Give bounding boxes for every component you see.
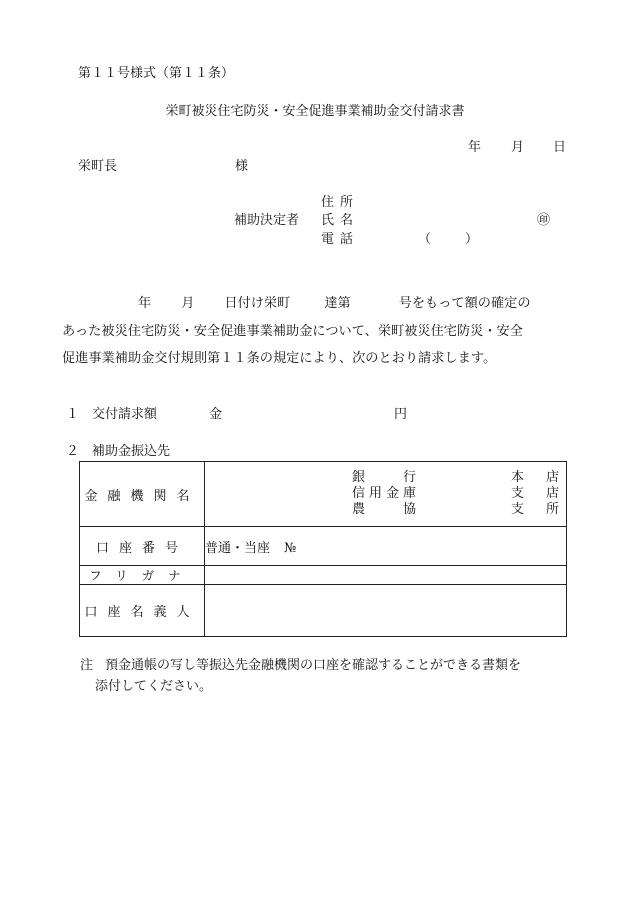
note-mark: 注 xyxy=(80,658,94,673)
table-row xyxy=(80,585,567,637)
body-day-text: 日付け栄町 xyxy=(224,296,291,311)
body-line-2: あった被災住宅防災・安全促進事業補助金について、栄町被災住宅防災・安全 xyxy=(62,323,523,339)
number-mark: № xyxy=(284,540,297,556)
account-number-cell[interactable] xyxy=(205,527,567,566)
account-holder-label: 口座名義人 xyxy=(80,585,205,637)
item1-number: １ xyxy=(66,407,80,422)
account-number-label: 口座番号 xyxy=(80,527,205,566)
branch-type-head: 本店 xyxy=(511,470,559,485)
form-number: 第１１号様式（第１１条） xyxy=(78,66,235,81)
phone-paren-close: ） xyxy=(465,232,479,247)
bank-type-bank: 銀行 xyxy=(352,470,416,485)
date-month-label: 月 xyxy=(511,140,525,155)
item1-label: 交付請求額 xyxy=(92,407,158,422)
institution-label: 金融機関名 xyxy=(80,462,205,527)
address-label: 住所 xyxy=(321,195,360,210)
account-type: 普通・当座 xyxy=(205,540,271,556)
item2-number: ２ xyxy=(66,444,80,459)
name-label: 氏名 xyxy=(321,213,360,228)
date-year-label: 年 xyxy=(468,140,482,155)
branch-type-branch: 支店 xyxy=(511,486,559,501)
bank-transfer-table xyxy=(79,461,567,637)
bank-type-agri-coop: 農協 xyxy=(352,502,416,517)
phone-label: 電話 xyxy=(321,232,360,247)
table-row xyxy=(80,566,567,585)
body-month: 月 xyxy=(181,296,195,311)
amount-suffix: 円 xyxy=(394,407,408,422)
addressee-name: 栄町長 xyxy=(78,159,118,174)
body-rest: 号をもって額の確定の xyxy=(398,296,531,311)
request-body-text xyxy=(62,290,572,373)
branch-type-office: 支所 xyxy=(511,502,559,517)
body-line-3: 促進事業補助金交付規則第１１条の規定により、次のとおり請求します。 xyxy=(62,351,497,366)
body-notice: 達第 xyxy=(324,296,351,311)
furigana-cell[interactable] xyxy=(205,566,567,585)
amount-prefix: 金 xyxy=(209,407,223,422)
note-line-2: 添付してください。 xyxy=(95,679,213,694)
bank-type-credit-union: 信用金庫 xyxy=(352,486,416,501)
date-day-label: 日 xyxy=(553,140,567,155)
table-row xyxy=(80,527,567,566)
institution-cell[interactable] xyxy=(205,462,567,527)
body-year: 年 xyxy=(138,296,152,311)
note-line-1: 預金通帳の写し等振込先金融機関の口座を確認することができる書類を xyxy=(105,658,522,673)
page-title: 栄町被災住宅防災・安全促進事業補助金交付請求書 xyxy=(165,104,465,119)
table-row xyxy=(80,462,567,527)
applicant-label: 補助決定者 xyxy=(234,213,300,228)
item2-label: 補助金振込先 xyxy=(92,444,171,459)
phone-paren-open: （ xyxy=(418,232,432,247)
addressee-honorific: 様 xyxy=(235,159,249,174)
body-line-1 xyxy=(62,290,572,318)
account-holder-cell[interactable] xyxy=(205,585,567,637)
seal-mark: ㊞ xyxy=(537,213,551,228)
furigana-label: フリガナ xyxy=(80,566,205,585)
